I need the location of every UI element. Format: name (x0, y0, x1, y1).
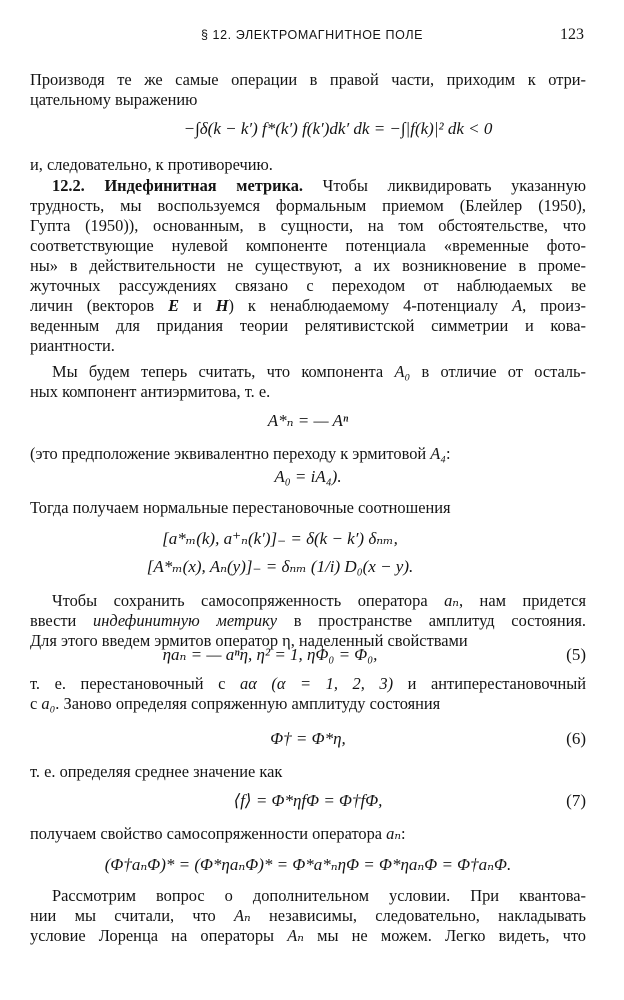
text-span: , произ- (522, 296, 587, 315)
text-line: Для этого введем эрмитов оператор η, наделенный свойствами (30, 631, 468, 650)
text-span: в отличие от осталь- (410, 362, 586, 381)
text-span: личин (векторов (30, 296, 169, 315)
equation: ⟨f⟩ = Φ*ηfΦ = Φ†fΦ, (233, 791, 383, 810)
equation: A*ₙ = — Aⁿ (267, 411, 349, 430)
text-line (30, 694, 586, 714)
equation-number: (7) (566, 791, 586, 810)
text-span: мы не можем. Легко видеть, что (303, 926, 586, 945)
text-span: Чтобы ликвидировать указанную (303, 176, 586, 195)
text-line (30, 611, 586, 631)
equation-number: (5) (566, 645, 586, 664)
text-span: ввести (30, 611, 93, 630)
text-line (30, 906, 586, 926)
text-span: : (445, 444, 451, 463)
text-line: Тогда получаем нормальные перестановочные соотношения (30, 498, 451, 517)
text-line: веденным для придания теории релятивистской симметрии и кова- (30, 316, 586, 335)
math-symbol: Aₙ (234, 906, 251, 925)
equation: −∫δ(k − k′) f*(k′) f(k′)dk′ dk = −∫|f(k)|² dk < 0 (183, 119, 493, 138)
vector-symbol: H (215, 296, 229, 315)
text-line: жуточных рассуждениях связано с переходом от наблюдаемых ве (30, 276, 586, 295)
text-line: и, следовательно, к противоречию. (30, 155, 273, 174)
text-span: и антиперестановочный (393, 674, 586, 693)
equation: (Φ†aₙΦ)* = (Φ*ηaₙΦ)* = Φ*a*ₙηΦ = Φ*ηaₙΦ = Φ†aₙΦ. (104, 855, 512, 874)
text-line: риантности. (30, 336, 115, 355)
text-line (52, 362, 586, 382)
text-line: Гупта (1950)), основанным, в сущности, на том обстоятельстве, что (30, 216, 586, 235)
text-span: . Заново определяя сопряженную амплитуду состояния (55, 694, 441, 713)
text-span: : (401, 824, 406, 843)
section-number: 12.2. (52, 176, 85, 195)
text-line (30, 674, 586, 694)
equation: ηaₙ = — aⁿη, η² = 1, ηΦ₀ = Φ₀, (162, 645, 378, 664)
equation: Φ† = Φ*η, (270, 729, 346, 748)
text-span: ) к ненаблюдаемому 4-потенциалу (228, 296, 513, 315)
text-line: цательному выражению (30, 90, 198, 109)
math-symbol: aα (α = 1, 2, 3) (240, 674, 394, 693)
text-line: ны» в действительности не существуют, а их возникновение в проме- (30, 256, 586, 275)
math-symbol: A (512, 296, 523, 315)
emphasis-term: индефинитную метрику (93, 611, 278, 630)
math-symbol: A₄ (430, 444, 446, 463)
vector-symbol: E (168, 296, 180, 315)
equation: A₀ = iA₄). (274, 467, 342, 486)
math-symbol: a₀ (41, 694, 56, 713)
text-line (52, 591, 586, 611)
text-span: получаем свойство самосопряженности оператора (30, 824, 387, 843)
text-span: независимы, следовательно, накладывать (250, 906, 586, 925)
text-line: т. е. определяя среднее значение как (30, 762, 283, 781)
text-span: Чтобы сохранить самосопряженность оператора (52, 591, 445, 610)
equation: [A*ₘ(x), Aₙ(y)]₋ = δₙₘ (1/i) D₀(x − y). (146, 557, 414, 576)
text-line: Рассмотрим вопрос о дополнительном условии. При квантова- (52, 886, 586, 905)
section-title: Индефинитная метрика. (104, 176, 304, 195)
text-line (30, 444, 586, 464)
text-line (30, 824, 586, 844)
text-line: ных компонент антиэрмитова, т. е. (30, 382, 271, 401)
math-symbol: aₙ (444, 591, 459, 610)
text-span: Мы будем теперь считать, что компонента (52, 362, 395, 381)
text-span: (это предположение эквивалентно переходу к эрмитовой (30, 444, 431, 463)
math-symbol: A₀ (394, 362, 411, 381)
running-title: § 12. ЭЛЕКТРОМАГНИТНОЕ ПОЛЕ (200, 28, 424, 42)
text-line (30, 926, 586, 946)
text-line (30, 296, 586, 316)
equation-number: (6) (566, 729, 586, 748)
page-number: 123 (560, 26, 584, 43)
text-span: и (179, 296, 216, 315)
text-span: в пространстве амплитуд состояния. (277, 611, 586, 630)
math-symbol: Aₙ (287, 926, 304, 945)
math-symbol: aₙ (386, 824, 401, 843)
section-heading-line (52, 176, 586, 196)
text-line: соответствующие нулевой компоненте потенциала «временные фото- (30, 236, 586, 255)
text-span: , нам придется (458, 591, 586, 610)
text-span: нии мы считали, что (30, 906, 235, 925)
text-span: т. е. перестановочный с (30, 674, 240, 693)
equation: [a*ₘ(k), a⁺ₙ(k′)]₋ = δ(k − k′) δₙₘ, (162, 529, 398, 548)
text-line: Производя те же самые операции в правой части, приходим к отри- (30, 70, 586, 89)
text-span: условие Лоренца на операторы (30, 926, 288, 945)
text-line: трудность, мы воспользуемся формальным приемом (Блейлер (1950), (30, 196, 586, 215)
text-span: с (30, 694, 42, 713)
